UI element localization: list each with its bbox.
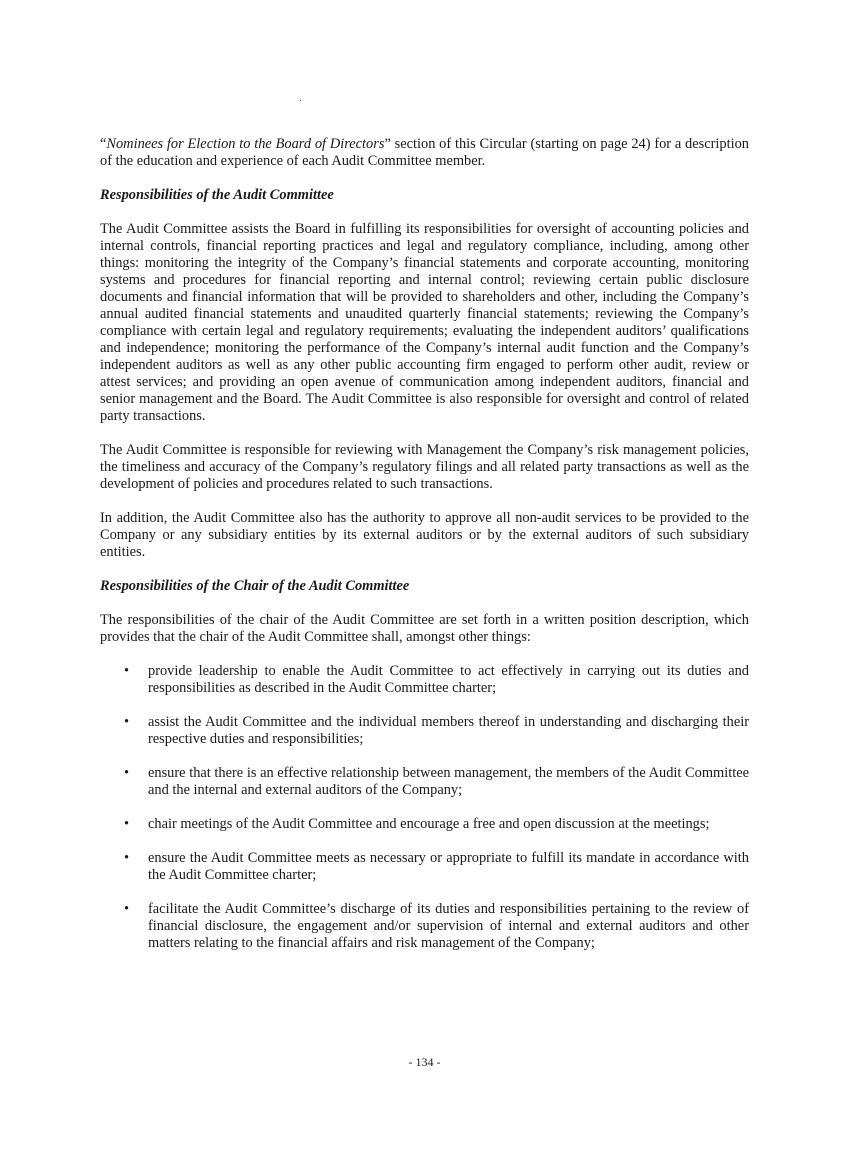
intro-open-quote: “	[100, 136, 107, 152]
paragraph-chair-intro: The responsibilities of the chair of the Audit Committee are set forth in a written position description, which provides that the chair of the Audit Committee shall, amongst other things:	[100, 612, 749, 645]
intro-close-quote: ”	[384, 136, 391, 152]
list-item-text: assist the Audit Committee and the individual members thereof in understanding and discharging their respective duties and responsibilities;	[148, 714, 749, 747]
list-item-text: ensure the Audit Committee meets as necessary or appropriate to fulfill its mandate in accordance with the Audit Committee charter;	[148, 850, 749, 883]
list-item	[100, 765, 749, 799]
bullet-icon: •	[124, 816, 130, 832]
intro-italic-reference: Nominees for Election to the Board of Directors	[106, 136, 385, 152]
paragraph-non-audit-services: In addition, the Audit Committee also has the authority to approve all non-audit services to be provided to the Company or any subsidiary entities by its external auditors or by the external auditors of such subsidiary entities.	[100, 510, 749, 560]
list-item	[100, 663, 749, 697]
stray-mark	[300, 100, 301, 101]
list-item-text: provide leadership to enable the Audit Committee to act effectively in carrying out its duties and responsibilities as described in the Audit Committee charter;	[148, 663, 749, 696]
list-item	[100, 901, 749, 952]
list-item	[100, 850, 749, 884]
section-heading-audit-committee: Responsibilities of the Audit Committee	[100, 187, 334, 203]
chair-responsibilities-list	[100, 663, 749, 952]
list-item	[100, 714, 749, 748]
bullet-icon: •	[124, 663, 130, 679]
page-number: - 134 -	[408, 1055, 441, 1069]
list-item-text: facilitate the Audit Committee’s discharge of its duties and responsibilities pertaining to the review of financial disclosure, the engagement and/or supervision of internal and external auditors and other matters relating to the financial affairs and risk management of the Company;	[148, 901, 749, 951]
list-item	[100, 816, 749, 833]
list-item-text: chair meetings of the Audit Committee and encourage a free and open discussion at the meetings;	[148, 816, 710, 832]
list-item-text: ensure that there is an effective relationship between management, the members of the Audit Committee and the internal and external auditors of the Company;	[148, 765, 749, 798]
document-body	[100, 136, 749, 969]
intro-rest-text: section of this Circular (starting on page 24) for a description of the education and experience of each Audit Committee member.	[100, 136, 750, 169]
bullet-icon: •	[124, 714, 130, 730]
bullet-icon: •	[124, 850, 130, 866]
paragraph-oversight: The Audit Committee assists the Board in fulfilling its responsibilities for oversight of accounting policies and internal controls, financial reporting practices and legal and regulatory compliance, including, among other things: monitoring the integrity of the Company’s financial statements and corporate accounting, monitoring systems and procedures for financial reporting and internal control; reviewing certain public disclosure documents and financial information that will be provided to shareholders and other, including the Company’s annual audited financial statements and unaudited quarterly financial statements; reviewing the Company’s compliance with certain legal and regulatory requirements; evaluating the independent auditors’ qualifications and independence; monitoring the performance of the Company’s internal audit function and the Company’s independent auditors as well as any other public accounting firm engaged to perform other audit, review or attest services; and providing an open avenue of communication among independent auditors, financial and senior management and the Board. The Audit Committee is also responsible for oversight and control of related party transactions.	[100, 221, 749, 424]
paragraph-risk-management: The Audit Committee is responsible for reviewing with Management the Company’s risk management policies, the timeliness and accuracy of the Company’s regulatory filings and all related party transactions as well as the development of policies and procedures related to such transactions.	[100, 442, 749, 492]
intro-paragraph	[100, 136, 749, 170]
section-heading-chair: Responsibilities of the Chair of the Audit Committee	[100, 578, 410, 594]
bullet-icon: •	[124, 901, 130, 917]
bullet-icon: •	[124, 765, 130, 781]
